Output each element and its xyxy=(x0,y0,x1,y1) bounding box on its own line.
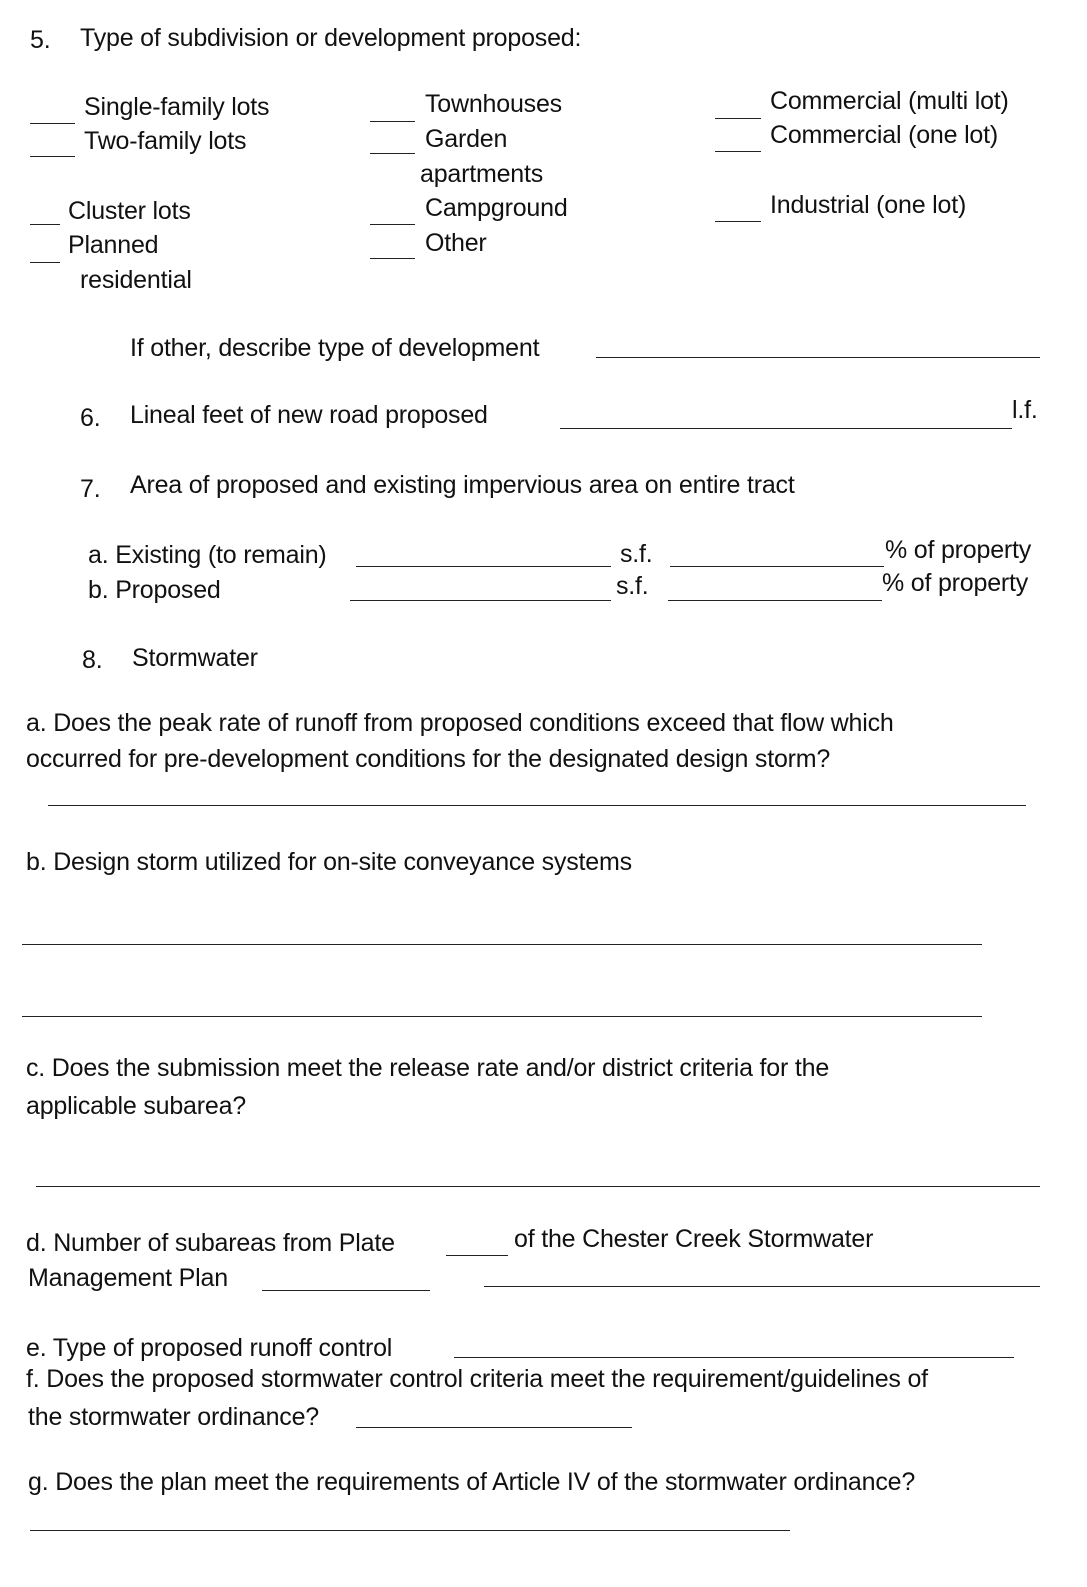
q7-number: 7. xyxy=(80,475,101,503)
q8d-line2: Management Plan xyxy=(28,1264,228,1292)
industrial-blank[interactable] xyxy=(715,221,761,222)
q6-number: 6. xyxy=(80,404,101,432)
existing-sf-unit: s.f. xyxy=(620,540,653,568)
q5-number: 5. xyxy=(30,26,51,54)
existing-pct-unit: % of property xyxy=(885,536,1032,564)
q8b-answer-blank-2[interactable] xyxy=(22,1016,982,1017)
commercial-multi-blank[interactable] xyxy=(715,118,761,119)
industrial-label: Industrial (one lot) xyxy=(770,191,967,219)
plate-number-blank[interactable] xyxy=(446,1255,508,1256)
subareas-count-blank-1[interactable] xyxy=(262,1290,430,1291)
commercial-one-label: Commercial (one lot) xyxy=(770,121,999,149)
existing-sf-blank[interactable] xyxy=(356,566,611,567)
q8b-line1: b. Design storm utilized for on-site conveyance systems xyxy=(26,848,632,876)
proposed-sf-blank[interactable] xyxy=(350,600,611,601)
proposed-pct-unit: % of property xyxy=(882,569,1029,597)
planned-residential-blank[interactable] xyxy=(30,262,60,263)
commercial-one-blank[interactable] xyxy=(715,151,761,152)
q7-label: Area of proposed and existing impervious area on entire tract xyxy=(130,471,795,499)
q6-label: Lineal feet of new road proposed xyxy=(130,401,488,429)
q5-title: Type of subdivision or development proposed: xyxy=(80,24,582,52)
q8d-part2: of the Chester Creek Stormwater xyxy=(514,1225,874,1253)
q8f-line2: the stormwater ordinance? xyxy=(28,1403,319,1431)
commercial-multi-label: Commercial (multi lot) xyxy=(770,87,1009,115)
campground-blank[interactable] xyxy=(370,224,415,225)
existing-pct-blank[interactable] xyxy=(670,566,884,567)
cluster-blank[interactable] xyxy=(30,224,60,225)
cluster-label: Cluster lots xyxy=(68,197,191,225)
garden-label: Garden xyxy=(425,125,508,153)
other-blank[interactable] xyxy=(370,258,415,259)
q8-label: Stormwater xyxy=(132,644,258,672)
q8a-line1: a. Does the peak rate of runoff from proposed conditions exceed that flow which xyxy=(26,709,894,737)
planned-label: Planned xyxy=(68,231,159,259)
campground-label: Campground xyxy=(425,194,568,222)
q8d-part1: d. Number of subareas from Plate xyxy=(26,1229,395,1257)
q8b-answer-blank-1[interactable] xyxy=(22,944,982,945)
existing-label: a. Existing (to remain) xyxy=(88,541,327,569)
subareas-count-blank-2[interactable] xyxy=(484,1286,1040,1287)
q8e-label: e. Type of proposed runoff control xyxy=(26,1334,393,1362)
q8f-answer-blank[interactable] xyxy=(356,1427,632,1428)
townhouses-blank[interactable] xyxy=(370,121,415,122)
runoff-control-blank[interactable] xyxy=(454,1357,1014,1358)
two-family-label: Two-family lots xyxy=(84,127,247,155)
q8-number: 8. xyxy=(82,646,103,674)
townhouses-label: Townhouses xyxy=(425,90,562,118)
residential-label: residential xyxy=(80,266,192,294)
q8c-line1: c. Does the submission meet the release rate and/or district criteria for the xyxy=(26,1054,830,1082)
q8f-line1: f. Does the proposed stormwater control criteria meet the requirement/guidelines of xyxy=(26,1365,928,1393)
proposed-label: b. Proposed xyxy=(88,576,221,604)
other-label: Other xyxy=(425,229,487,257)
q8g-answer-blank[interactable] xyxy=(30,1530,790,1531)
q8a-line2: occurred for pre-development conditions for the designated design storm? xyxy=(26,745,831,773)
q8c-answer-blank[interactable] xyxy=(36,1186,1040,1187)
single-family-blank[interactable] xyxy=(30,123,75,124)
q8c-line2: applicable subarea? xyxy=(26,1092,246,1120)
proposed-pct-blank[interactable] xyxy=(668,600,882,601)
other-describe-blank[interactable] xyxy=(596,357,1040,358)
two-family-blank[interactable] xyxy=(30,156,75,157)
garden-apartments-blank[interactable] xyxy=(370,153,415,154)
q8a-answer-blank[interactable] xyxy=(48,805,1026,806)
road-length-unit: l.f. xyxy=(1012,396,1038,424)
other-describe-prompt: If other, describe type of development xyxy=(130,334,540,362)
apartments-label: apartments xyxy=(420,160,544,188)
road-length-blank[interactable] xyxy=(560,428,1012,429)
single-family-label: Single-family lots xyxy=(84,93,270,121)
q8g-line1: g. Does the plan meet the requirements of Article IV of the stormwater ordinance? xyxy=(28,1468,916,1496)
proposed-sf-unit: s.f. xyxy=(616,572,649,600)
